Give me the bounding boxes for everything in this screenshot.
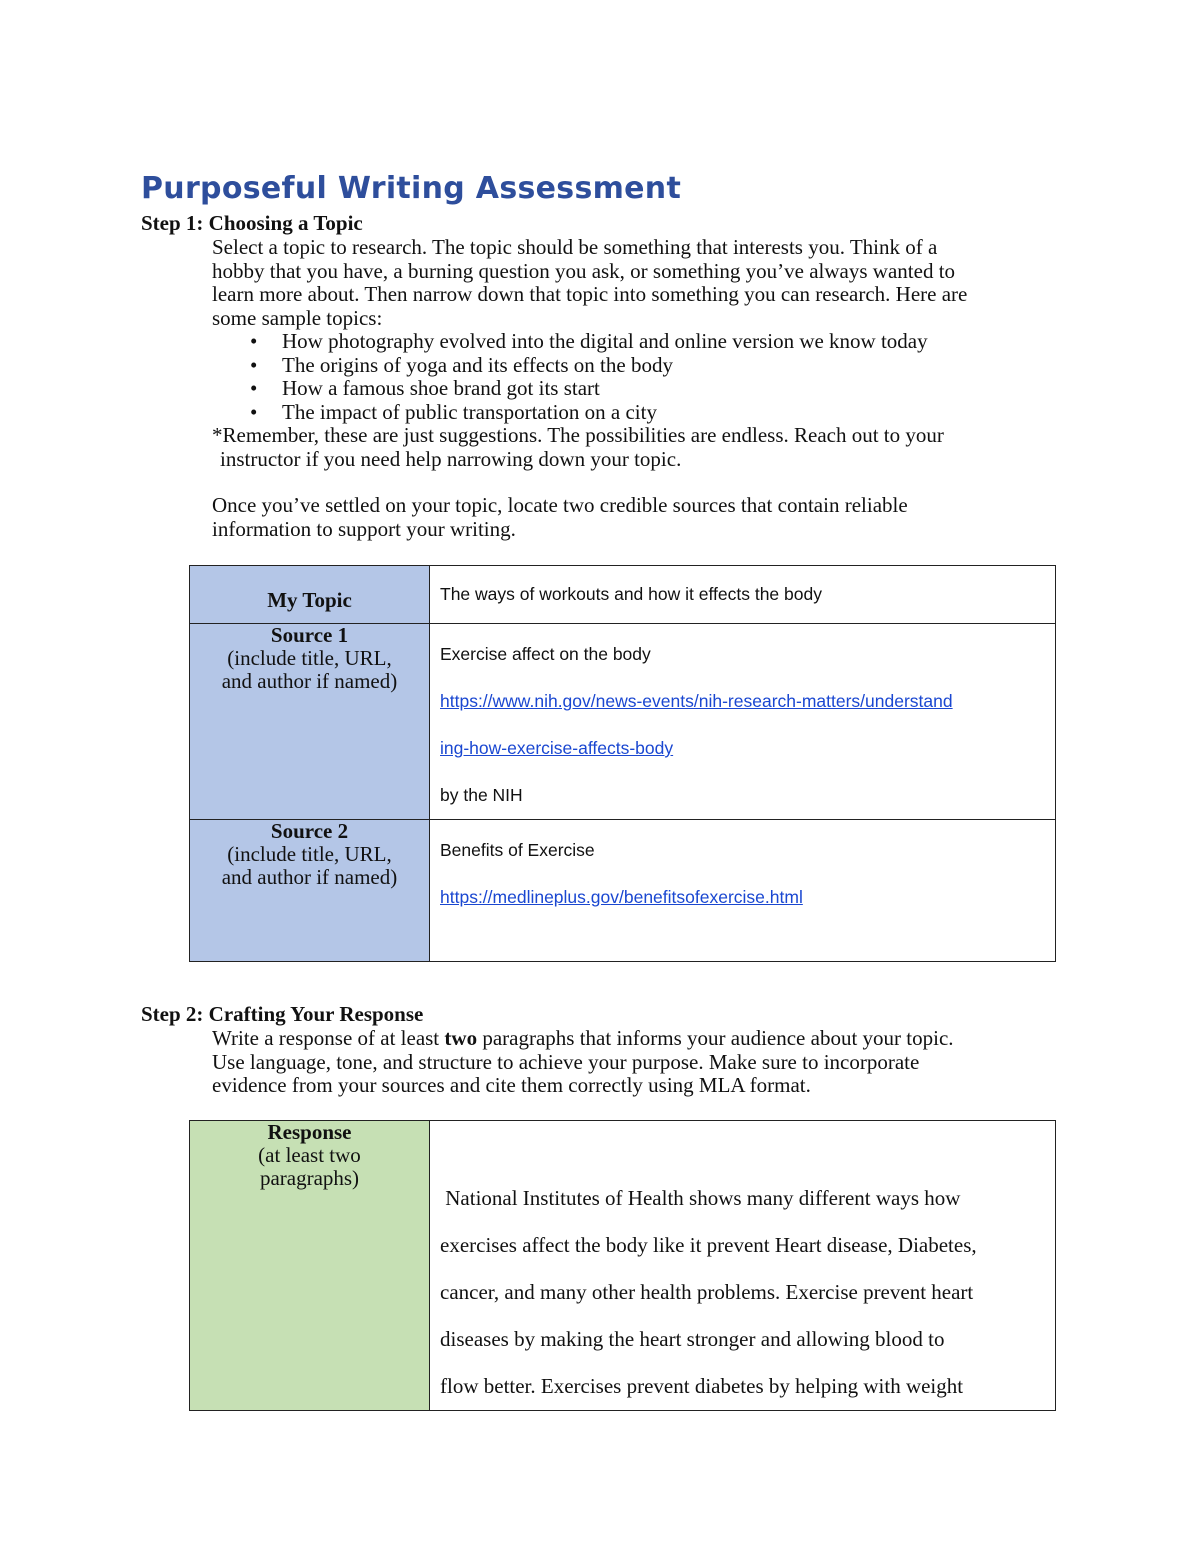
table-row	[190, 624, 1056, 820]
step1-instructions	[212, 236, 1072, 541]
list-item: • The impact of public transportation on a city	[250, 399, 657, 424]
source2-url-link[interactable]: https://medlineplus.gov/benefitsofexercise.html	[440, 887, 803, 907]
source1-title: Exercise affect on the body	[440, 644, 651, 664]
topic-sources-table	[189, 565, 1056, 962]
source1-url-link[interactable]: https://www.nih.gov/news-events/nih-research-matters/understand	[440, 691, 953, 711]
bullet-icon: •	[250, 399, 258, 424]
response-table	[189, 1120, 1056, 1411]
step2-heading: Step 2: Crafting Your Response	[141, 1002, 424, 1026]
response-line: cancer, and many other health problems. Exercise prevent heart	[440, 1280, 974, 1304]
table-row	[190, 820, 1056, 962]
my-topic-value-cell[interactable]	[430, 566, 1056, 624]
sample-topics-list	[212, 330, 1072, 424]
response-line: diseases by making the heart stronger and allowing blood to	[440, 1327, 945, 1351]
table-row	[190, 1121, 1056, 1411]
my-topic-value: The ways of workouts and how it effects the body	[440, 584, 822, 604]
source1-url-link-cont[interactable]: ing-how-exercise-affects-body	[440, 738, 674, 758]
closing-line: Once you’ve settled on your topic, locate two credible sources that contain reliable	[212, 493, 908, 517]
intro-line: Select a topic to research. The topic should be something that interests you. Think of a	[212, 235, 938, 259]
step2-intro-line: Use language, tone, and structure to achieve your purpose. Make sure to incorporate	[212, 1049, 920, 1074]
source2-title: Benefits of Exercise	[440, 840, 595, 860]
list-item: • How photography evolved into the digital and online version we know today	[250, 329, 928, 353]
source1-label-cell: Source 1 (include title, URL, and author if named)	[190, 624, 430, 820]
step2-intro-line: evidence from your sources and cite them correctly using MLA format.	[212, 1073, 811, 1097]
response-line: National Institutes of Health shows many different ways how	[440, 1186, 961, 1210]
source2-label-cell: Source 2 (include title, URL, and author if named)	[190, 820, 430, 962]
bullet-icon: •	[250, 352, 258, 377]
response-line: exercises affect the body like it prevent Heart disease, Diabetes,	[440, 1233, 977, 1257]
list-item: • The origins of yoga and its effects on the body	[250, 352, 673, 377]
source1-author: by the NIH	[440, 785, 523, 805]
my-topic-label-cell: My Topic	[190, 566, 430, 624]
list-item: • How a famous shoe brand got its start	[250, 376, 600, 400]
intro-line: hobby that you have, a burning question you ask, or something you’ve always wanted to	[212, 258, 956, 283]
response-label-cell: Response (at least two paragraphs)	[190, 1121, 430, 1411]
intro-line: learn more about. Then narrow down that topic into something you can research. Here are	[212, 282, 968, 306]
bullet-icon: •	[250, 376, 258, 400]
response-label: Response	[267, 1120, 352, 1144]
step1-heading: Step 1: Choosing a Topic	[141, 211, 363, 235]
source1-label: Source 1	[270, 623, 349, 647]
source1-content-cell[interactable]	[430, 624, 1056, 820]
table-row	[190, 566, 1056, 624]
source2-content-cell[interactable]	[430, 820, 1056, 962]
response-text-cell[interactable]	[430, 1121, 1056, 1411]
document-title: Purposeful Writing Assessment	[141, 171, 682, 206]
step2-intro-line: Write a response of at least two paragraphs that informs your audience about your topic.	[212, 1026, 954, 1050]
response-line: flow better. Exercises prevent diabetes by helping with weight	[440, 1374, 964, 1398]
source2-label: Source 2	[270, 819, 349, 843]
reminder-note: *Remember, these are just suggestions. The possibilities are endless. Reach out to your instructor if you need help narrowing down your topic.	[212, 423, 944, 471]
intro-line: some sample topics:	[212, 305, 383, 330]
bullet-icon: •	[250, 329, 258, 353]
step2-instructions	[212, 1027, 1072, 1098]
closing-line: information to support your writing.	[212, 516, 516, 541]
